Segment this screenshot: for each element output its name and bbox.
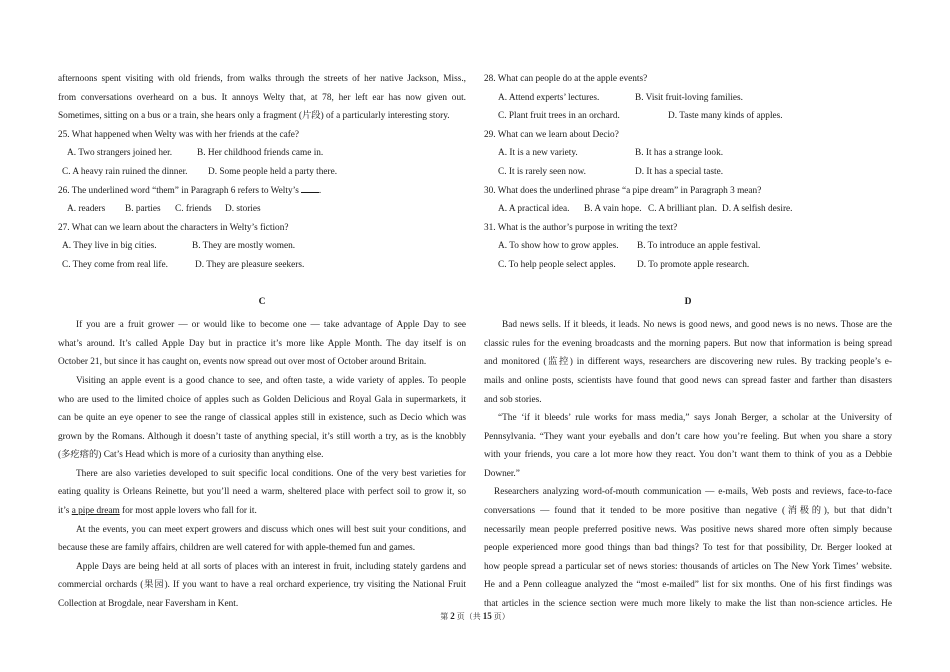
question-stem: 30. What does the underlined phrase “a pipe dream” in Paragraph 3 mean? [484, 185, 762, 196]
text-line: Pennsylvania. “They want your eyeballs and don’t care how you’re feeling. But when you share a story [484, 431, 892, 442]
question-31 [484, 219, 892, 275]
question-stem-text: 26. The underlined word “them” in Paragraph 6 refers to Welty’s [58, 185, 299, 196]
question-stem: 29. What can we learn about Decio? [484, 129, 619, 140]
option-c: C. They come from real life. [62, 259, 168, 270]
text-line: At the events, you can meet expert growers and discuss which ones will best suit your conditions, and [76, 524, 466, 535]
text-line: classic rules for the evening broadcasts and the morning papers. But now that information is being spread [484, 338, 892, 349]
option-b: B. A vain hope. [584, 204, 642, 215]
option-d: D. To promote apple research. [637, 259, 750, 270]
text-fragment: for most apple lovers who fall for it. [119, 506, 257, 517]
option-c: C. To help people select apples. [498, 259, 616, 270]
option-b: B. parties [125, 204, 161, 215]
text-line: “The ‘if it bleeds’ rule works for mass media,” says Jonah Berger, a scholar at the University of [498, 413, 892, 424]
text-line: and sob stories. [484, 394, 542, 405]
option-d: D. stories [225, 204, 261, 215]
option-b: B. They are mostly women. [192, 241, 296, 252]
footer-prefix: 第 [440, 612, 451, 621]
text-line: can be quite an eye opener to see the range of classical apples still in existence, such as Decio which was [58, 413, 466, 424]
text-line: who are used to the limited choice of apples such as Golden Delicious and Royal Gala in supermarkets, it [58, 394, 466, 405]
option-a: A. readers [67, 204, 106, 215]
text-line: October 21, but since it has caught on, events now spread out over most of October around Britain. [58, 357, 427, 368]
text-line: Apple Days are being held at all sorts of places with an interest in fruit, including stately gardens and [76, 561, 466, 572]
page-number: 2 [450, 611, 455, 621]
answer-blank [301, 183, 319, 193]
question-stem: 28. What can people do at the apple events? [484, 74, 648, 84]
question-28 [484, 70, 892, 126]
text-line: Visiting an apple event is a good chance to see, and often taste, a wide variety of apples. To people [76, 375, 466, 386]
option-a: A. A practical idea. [498, 204, 570, 215]
question-stem [58, 182, 466, 201]
option-a: A. It is a new variety. [498, 148, 578, 159]
option-b: B. It has a strange look. [635, 148, 724, 159]
option-c: C. Plant fruit trees in an orchard. [498, 111, 620, 122]
text-line: how people spread a particular set of news stories: thousands of articles on The New York Times’ website. [484, 561, 892, 572]
option-a: A. They live in big cities. [62, 241, 157, 252]
question-stem-end: . [318, 185, 322, 196]
text-line: grown by the Romans. Although it doesn’t taste of anything special, it’s still worth a try, as is the knobbly [58, 431, 466, 442]
text-line: because these are family affairs, children are well catered for with apple-themed fun and games. [58, 543, 416, 554]
section-title: C [258, 296, 266, 307]
text-line: and monitored (监控) in different ways, researchers are discovering new rules. By tracking people’s e- [484, 357, 892, 368]
text-line: with your friends, you care a lot more how they react. You don’t want them to think of you as a Debbie [484, 450, 892, 461]
text-line: He and a Penn colleague analyzed the “most e-mailed” list for six months. One of his first findings was [484, 580, 892, 591]
question-stem: 25. What happened when Welty was with her friends at the cafe? [58, 129, 300, 140]
text-fragment: it’s [58, 506, 72, 517]
option-d: D. Taste many kinds of apples. [668, 111, 783, 122]
option-b: B. Her childhood friends came in. [197, 148, 324, 159]
text-line: that articles in the science section were much more likely to make the list than non-science articles. He [484, 599, 892, 610]
footer-suffix: 页） [491, 612, 510, 621]
section-title: D [684, 296, 692, 307]
text-line: Researchers analyzing word-of-mouth communication — e-mails, Web posts and reviews, face-to-face [494, 487, 892, 498]
text-line: necessarily mean people preferred positive news. Was positive news shared more often simply because [484, 524, 892, 535]
option-d: D. Some people held a party there. [208, 166, 338, 177]
text-line: (多疙瘩的) Cat’s Head which is more of a curiosity than anything else. [58, 450, 324, 461]
left-column [58, 70, 466, 614]
right-column [484, 70, 892, 614]
text-line: afternoons spent visiting with old friends, from walks through the streets of her native Jackson, Miss., [58, 74, 466, 84]
question-27 [58, 219, 466, 275]
text-line: what’s around. It’s called Apple Day but in practice it’s more like Apple Month. The day itself is on [58, 338, 466, 349]
text-line: mails and online posts, scientists have found that good news can spread faster and farther than disasters [484, 375, 892, 386]
option-d: D. They are pleasure seekers. [195, 259, 305, 270]
page-footer [0, 611, 950, 622]
option-c: C. It is rarely seen now. [498, 166, 586, 177]
text-line: commercial orchards (果园). If you want to have a real orchard experience, try visiting the National Fruit [58, 580, 466, 591]
text-line: Sometimes, sitting on a bus or a train, she hears only a fragment (片段) of a particularly interesting story. [58, 111, 450, 122]
option-b: B. To introduce an apple festival. [637, 241, 761, 252]
option-b: B. Visit fruit-loving families. [635, 92, 743, 103]
text-line: Bad news sells. If it bleeds, it leads. No news is good news, and good news is no news. Those are the [502, 320, 892, 331]
text-line: eating quality is Orleans Reinette, but you’ll need a warm, sheltered place with perfect soil to grow it, so [58, 487, 466, 498]
option-c: C. friends [175, 204, 212, 215]
option-a: A. Two strangers joined her. [67, 148, 173, 159]
text-line: conversations — found that it tended to be more positive than negative (消极的), but that didn’t [484, 506, 892, 517]
question-30 [484, 182, 892, 219]
text-line: If you are a fruit grower — or would like to become one — take advantage of Apple Day to see [76, 320, 466, 331]
question-26 [58, 182, 466, 219]
option-d: D. A selfish desire. [722, 204, 793, 215]
text-line [58, 502, 466, 521]
page-total: 15 [482, 611, 492, 621]
text-line: Collection at Brogdale, near Faversham in Kent. [58, 599, 239, 610]
text-line: There are also varieties developed to suit specific local conditions. One of the very best varieties for [76, 468, 466, 479]
question-stem: 27. What can we learn about the characters in Welty’s fiction? [58, 222, 289, 233]
question-stem: 31. What is the author’s purpose in writing the text? [484, 222, 678, 233]
option-c: C. A brilliant plan. [648, 204, 717, 215]
footer-middle: 页（共 [454, 612, 483, 621]
option-a: A. Attend experts’ lectures. [498, 92, 600, 103]
option-c: C. A heavy rain ruined the dinner. [62, 166, 188, 177]
text-line: from conversations overheard on a bus. It annoys Welty that, at 78, her left ear has now given out. [58, 92, 466, 103]
text-line: Downer.” [484, 468, 520, 479]
option-a: A. To show how to grow apples. [498, 241, 619, 252]
question-25 [58, 126, 466, 182]
passage-c [58, 293, 466, 614]
text-line: people experienced more good things than bad things? To test for that possibility, Dr. Berger looked at [484, 543, 892, 554]
question-29 [484, 126, 892, 182]
passage-d [484, 293, 892, 614]
underlined-phrase: a pipe dream [71, 506, 120, 517]
option-d: D. It has a special taste. [635, 166, 724, 177]
